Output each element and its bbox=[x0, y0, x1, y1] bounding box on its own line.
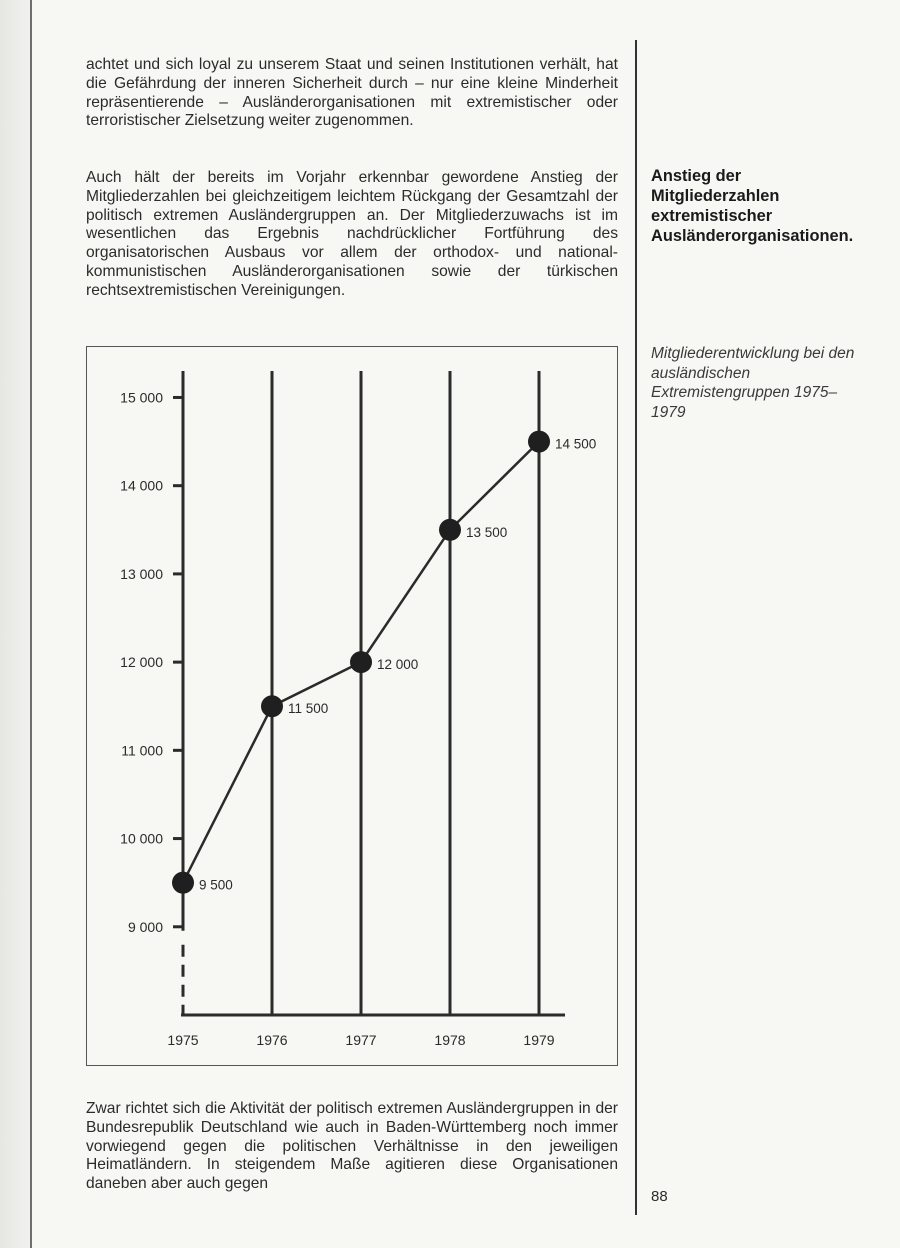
y-tick-label: 11 000 bbox=[121, 742, 163, 759]
data-point bbox=[172, 872, 194, 894]
page-edge-line bbox=[30, 0, 32, 1248]
y-tick-label: 10 000 bbox=[120, 830, 163, 847]
x-tick-label: 1979 bbox=[523, 1032, 555, 1048]
scan-margin bbox=[0, 0, 30, 1248]
y-tick-label: 14 000 bbox=[120, 477, 163, 494]
y-tick-label: 12 000 bbox=[120, 654, 163, 671]
paragraph-3: Zwar richtet sich die Aktivität der politisch extremen Ausländergruppen in der Bundesrepublik Deutschland wie auch in Baden-Württemberg noch immer vorwiegend gegen die politischen Verhältnisse in den jeweiligen Heimatländern. In steigendem Maße agitieren diese Organisationen daneben aber auch gegen bbox=[86, 1100, 618, 1193]
chart-caption: Mitgliederentwicklung bei den ausländischen Extremistengruppen 1975–1979 bbox=[651, 345, 855, 421]
data-label: 12 000 bbox=[377, 657, 419, 673]
membership-chart bbox=[87, 347, 619, 1067]
column-rule bbox=[635, 40, 637, 1215]
page-number: 88 bbox=[651, 1188, 668, 1205]
y-tick-label: 13 000 bbox=[120, 565, 163, 582]
paragraph-1: achtet und sich loyal zu unserem Staat und seinen Institutionen verhält, hat die Gefährdung der inneren Sicherheit durch – nur eine kleine Minderheit repräsentierende – Ausländerorganisationen mit extremistischer oder terroristischer Zielsetzung weiter zugenommen. bbox=[86, 56, 618, 130]
x-tick-label: 1977 bbox=[345, 1032, 377, 1048]
paragraph-2: Auch hält der bereits im Vorjahr erkennbar gewordene Anstieg der Mitgliederzahlen bei gleichzeitigem leichtem Rückgang der Gesamtzahl der politisch extremen Ausländergruppen an. Der Mitgliederzuwachs ist im wesentlichen das Ergebnis nachdrücklicher Fortführung des organisatorischen Ausbaus vor allem der orthodox- und national-kommunistischen Ausländerorganisationen sowie der türkischen rechtsextremistischen Vereinigungen. bbox=[86, 169, 618, 299]
chart-frame bbox=[86, 346, 618, 1066]
data-point bbox=[439, 519, 461, 541]
data-point bbox=[261, 695, 283, 717]
data-point bbox=[350, 651, 372, 673]
data-label: 14 500 bbox=[555, 436, 597, 452]
x-tick-label: 1976 bbox=[256, 1032, 288, 1048]
x-tick-label: 1975 bbox=[167, 1032, 199, 1048]
data-point bbox=[528, 431, 550, 453]
y-tick-label: 9 000 bbox=[127, 918, 163, 935]
margin-heading: Anstieg der Mitgliederzahlen extremistischer Ausländerorganisationen. bbox=[651, 167, 854, 245]
data-label: 9 500 bbox=[199, 877, 233, 893]
x-tick-label: 1978 bbox=[434, 1032, 466, 1048]
data-label: 11 500 bbox=[288, 701, 329, 717]
data-label: 13 500 bbox=[466, 524, 508, 540]
y-tick-label: 15 000 bbox=[120, 389, 163, 406]
